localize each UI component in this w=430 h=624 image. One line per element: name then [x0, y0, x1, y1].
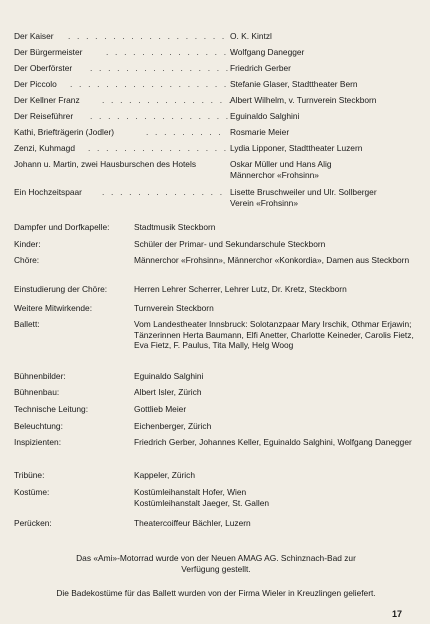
crew-value: Stadtmusik Steckborn	[134, 222, 216, 232]
crew-value: Schüler der Primar- und Sekundarschule Steckborn	[134, 239, 326, 249]
leader-dots: . . . . . . . . . . . . . .	[102, 187, 225, 197]
crew-value: Herren Lehrer Scherrer, Lehrer Lutz, Dr. Kretz, Steckborn	[134, 284, 347, 294]
note-badekostueme: Die Badekostüme für das Ballett wurden von der Firma Wieler in Kreuzlingen geliefert.	[56, 588, 376, 598]
crew-value: Albert Isler, Zürich	[134, 387, 202, 397]
crew-label: Inspizienten:	[14, 437, 62, 447]
cast-row	[14, 159, 424, 181]
crew-value: Turnverein Steckborn	[134, 303, 214, 313]
crew-label: Kinder:	[14, 239, 41, 249]
crew-value: Kappeler, Zürich	[134, 470, 195, 480]
crew-label: Weitere Mitwirkende:	[14, 303, 93, 313]
leader-dots: . . . . . . . . .	[146, 127, 223, 137]
cast-actor: Wolfgang Danegger	[230, 47, 305, 57]
cast-actor: O. K. Kintzl	[230, 31, 272, 41]
cast-actor: Stefanie Glaser, Stadttheater Bern	[230, 79, 358, 89]
leader-dots: . . . . . . . . . . . . . . . .	[90, 111, 231, 121]
cast-role: Der Kellner Franz	[14, 95, 80, 105]
cast-role: Zenzi, Kuhmagd	[14, 143, 75, 153]
cast-role: Der Bürgermeister	[14, 47, 83, 57]
cast-role: Kathi, Briefträgerin (Jodler)	[14, 127, 115, 137]
cast-actor: Albert Wilhelm, v. Turnverein Steckborn	[230, 95, 377, 105]
cast-row	[14, 47, 424, 58]
crew-value: Gottlieb Meier	[134, 404, 187, 414]
cast-actor: Lydia Lipponer, Stadttheater Luzern	[230, 143, 363, 153]
cast-row	[14, 187, 424, 209]
cast-role: Der Kaiser	[14, 31, 54, 41]
crew-label: Chöre:	[14, 255, 40, 265]
crew-value: Eguinaldo Salghini	[134, 371, 204, 381]
crew-value: Eichenberger, Zürich	[134, 421, 212, 431]
leader-dots: . . . . . . . . . . . . . . . . . .	[68, 31, 227, 41]
crew-label: Bühnenbilder:	[14, 371, 66, 381]
leader-dots: . . . . . . . . . . . . . . .	[106, 47, 238, 57]
cast-row	[14, 31, 424, 42]
leader-dots: . . . . . . . . . . . . . . . . . .	[70, 79, 229, 89]
note-motorrad: Das «Ami»-Motorrad wurde von der Neuen AMAG AG. Schinznach-Bad zur Verfügung gestellt.	[76, 553, 356, 574]
crew-label: Kostüme:	[14, 487, 50, 497]
cast-actor: Lisette Bruschweiler und Ulr. Sollberger Verein «Frohsinn»	[230, 187, 377, 208]
crew-value: Vom Landestheater Innsbruck: Solotanzpaar Mary Irschik, Othmar Erjawin; Tänzerinnen Herta Baumann, Elfi Anetter, Charlotte Keineder, Carolis Fietz, Eva Fietz, F. Paulus, Tita Mally, Helg Woog	[134, 319, 414, 351]
crew-label: Bühnenbau:	[14, 387, 60, 397]
page-number: 17	[391, 609, 402, 619]
cast-row	[14, 63, 424, 74]
crew-label: Perücken:	[14, 518, 52, 528]
crew-label: Technische Leitung:	[14, 404, 89, 414]
cast-row	[14, 95, 424, 106]
leader-dots: . . . . . . . . . . . . . . . .	[88, 143, 229, 153]
cast-row	[14, 79, 424, 90]
crew-label: Beleuchtung:	[14, 421, 63, 431]
leader-dots: . . . . . . . . . . . . . . .	[102, 95, 234, 105]
cast-actor: Friedrich Gerber	[230, 63, 291, 73]
crew-value: Kostümleihanstalt Hofer, Wien Kostümleihanstalt Jaeger, St. Gallen	[134, 487, 270, 508]
leader-dots: . . . . . . . . . . . . . . . .	[90, 63, 231, 73]
crew-label: Tribüne:	[14, 470, 45, 480]
crew-label: Ballett:	[14, 319, 40, 329]
crew-value: Männerchor «Frohsinn», Männerchor «Konkordia», Damen aus Steckborn	[134, 255, 410, 265]
cast-row	[14, 111, 424, 122]
cast-role: Johann u. Martin, zwei Hausburschen des Hotels	[14, 159, 197, 169]
cast-role: Ein Hochzeitspaar	[14, 187, 82, 197]
cast-row	[14, 143, 424, 154]
cast-role: Der Reiseführer	[14, 111, 74, 121]
crew-value: Theatercoiffeur Bächler, Luzern	[134, 518, 251, 528]
cast-actor: Rosmarie Meier	[230, 127, 290, 137]
cast-role: Der Piccolo	[14, 79, 57, 89]
cast-role: Der Oberförster	[14, 63, 73, 73]
crew-label: Dampfer und Dorfkapelle:	[14, 222, 110, 232]
cast-actor: Oskar Müller und Hans Alig Männerchor «Frohsinn»	[230, 159, 332, 180]
cast-row	[14, 127, 424, 138]
crew-label: Einstudierung der Chöre:	[14, 284, 108, 294]
cast-actor: Eguinaldo Salghini	[230, 111, 300, 121]
crew-value: Friedrich Gerber, Johannes Keller, Eguinaldo Salghini, Wolfgang Danegger	[134, 437, 412, 447]
